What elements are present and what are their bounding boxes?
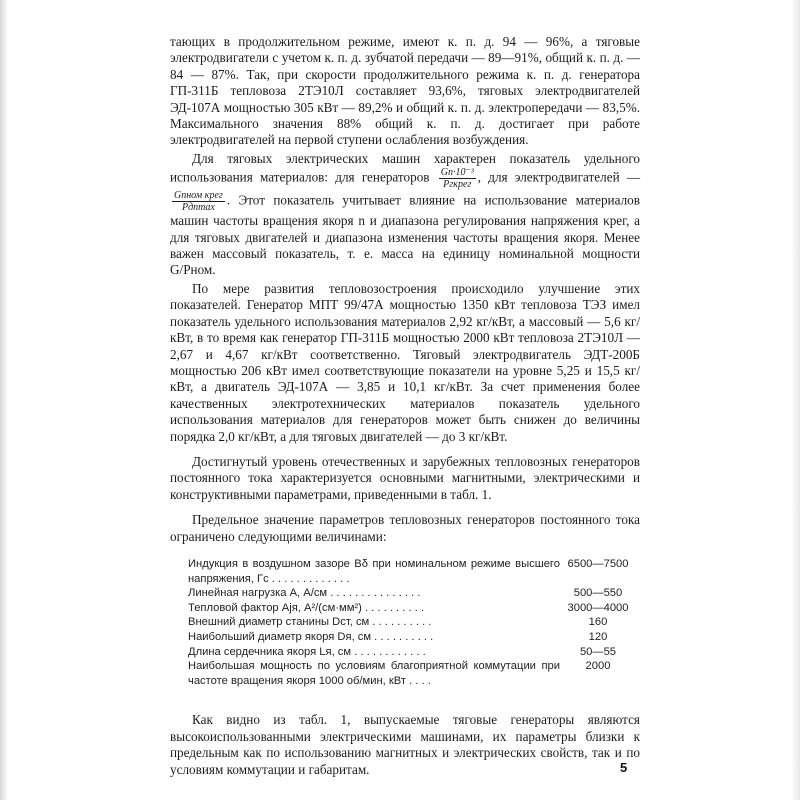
paragraph-development: По мере развития тепловозостроения происходило улучшение этих показателей. Генератор МПТ 99/47А мощностью 1350 кВт тепловоза ТЭЗ имел показатель удельного использования материалов 2,92 кг/кВт, а массовый — 5,6 кг/кВт, в то время как генератор ГП-311Б мощностью 2000 кВт тепловоза 2ТЭ10Л — 2,67 и 4,67 кг/кВт соответственно. Тяговый электродвигатель ЭДТ-200Б мощностью 206 кВт имел соответствующие показатели на уровне 5,25 и 15,5 кг/кВт, а двигатель ЭД-107А — 3,85 и 10,1 кг/кВт. За счет применения более качественных электротехнических материалов показатель удельного использования материалов для генераторов может быть снижен до величины порядка 2,0 кг/кВт, а для тяговых двигателей — до 3 кг/кВт. xyxy=(170,280,640,444)
paragraph-efficiency: тающих в продолжительном режиме, имеют к. п. д. 94 — 96%, а тяговые электродвигатели с учетом к. п. д. зубчатой передачи — 89—91%, общий к. п. д. — 84 — 87%. Так, при скорости продолжительного режима к. п. д. генератора ГП-311Б тепловоза 2ТЭ10Л составляет 93,6%, тяговых электродвигателей ЭД-107А мощностью 305 кВт — 89,2% и общий к. п. д. электропередачи — 83,5%. Максимального значения 88% общий к. п. д. достигает при работе электродвигателей на первой ступени ослабления возбуждения. xyxy=(170,34,640,148)
text-segment: . Этот показатель учитывает влияние на использование материалов машин частоты вращения якоря n и диапазона регулирования напряжения κрег, а для тяговых двигателей и диапазона изменения частоты вращения якоря. Менее важен массовый показатель, т. е. масса на единицу номинальной мощности G/Pном. xyxy=(170,192,640,278)
limit-label: Индукция в воздушном зазоре Bδ при номинальном режиме высшего напряжения, Гс . . . . . . . . . . . . . xyxy=(188,557,560,585)
limit-row xyxy=(188,586,636,601)
limit-label: Линейная нагрузка A, А/см . . . . . . . . . . . . . . . xyxy=(188,587,421,600)
paragraph-conclusion: Как видно из табл. 1, выпускаемые тяговые генераторы являются высокоиспользованными электрическими машинами, их параметры близки к предельным как по использованию магнитных и электрических свойств, так и по условиям коммутации и габаритам. xyxy=(170,712,640,777)
page-number: 5 xyxy=(620,760,628,775)
formula-motor xyxy=(172,190,225,213)
limit-label: Наибольшая мощность по условиям благоприятной коммутации при частоте вращения якоря 1000 об/мин, кВт . . . . xyxy=(188,660,560,687)
limit-value: 6500—7500 xyxy=(567,557,629,570)
page-shadow-left xyxy=(0,0,8,800)
formula-denominator: Pдnmax xyxy=(182,202,215,214)
page-shadow-right xyxy=(672,0,800,800)
limit-label: Длина сердечника якоря Lя, см . . . . . . . . . . . . xyxy=(188,645,426,658)
limit-label: Тепловой фактор Ajя, А²/(см·мм²) . . . . . . . . . . xyxy=(188,601,425,614)
formula-numerator: Gnном κрег xyxy=(174,190,223,202)
limit-value: 3000—4000 xyxy=(567,601,629,614)
limit-row xyxy=(188,557,636,586)
limit-row xyxy=(188,601,636,616)
limit-row xyxy=(188,645,636,660)
limit-row xyxy=(188,630,636,645)
paragraph-limits-intro: Предельное значение параметров тепловозных генераторов постоянного тока ограничено следующими величинами: xyxy=(170,512,640,544)
limit-value: 50—55 xyxy=(579,645,617,658)
limit-value: 160 xyxy=(588,616,608,629)
limits-list xyxy=(188,557,636,688)
limit-label: Внешний диаметр станины Dст, см . . . . . . . . . . xyxy=(188,616,432,629)
book-page xyxy=(170,34,640,778)
limit-row xyxy=(188,615,636,630)
formula-generator xyxy=(439,167,476,190)
limit-value: 2000 xyxy=(585,660,611,673)
limit-value: 500—550 xyxy=(573,587,623,600)
formula-denominator: Pгκрег xyxy=(443,179,472,191)
limit-label: Наибольший диаметр якоря Dя, см . . . . . . . . . . xyxy=(188,630,434,643)
text-segment: , для электродвигателей — xyxy=(477,169,641,185)
limit-value: 120 xyxy=(588,630,608,643)
limit-row xyxy=(188,659,636,688)
paragraph-material-usage xyxy=(170,151,640,279)
text-segment: Для тяговых электрических машин характерен показатель удельного использования материалов: для генераторов xyxy=(170,150,640,185)
formula-numerator: Gn·10⁻³ xyxy=(440,167,474,179)
paragraph-achieved-level: Достигнутый уровень отечественных и зарубежных тепловозных генераторов постоянного тока характеризуется основными магнитными, электрическими и конструктивными параметрами, приведенными в табл. 1. xyxy=(170,453,640,502)
